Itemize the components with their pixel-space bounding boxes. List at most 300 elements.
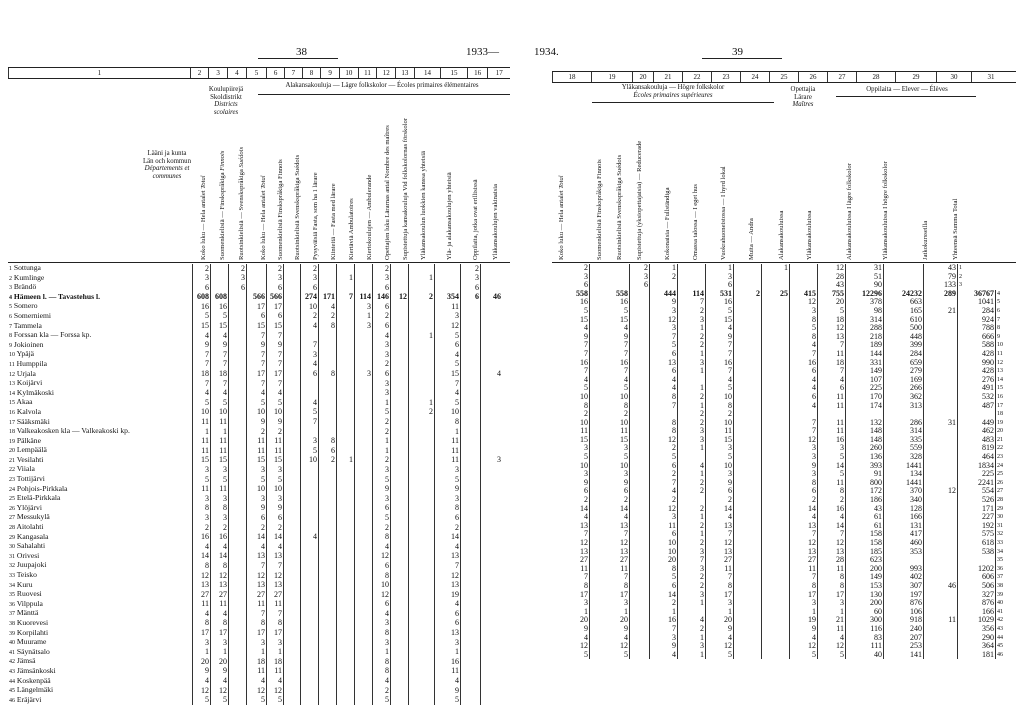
cell: 13 [435, 629, 461, 639]
cell: 8 [818, 573, 846, 582]
cell: 16 [706, 298, 734, 307]
table-row [8, 667, 502, 677]
cell [630, 341, 650, 350]
table-row [8, 370, 502, 380]
cell: 18 [267, 657, 284, 667]
cell [409, 389, 435, 399]
col30-header: Jatkokursseilla [922, 220, 929, 260]
cell [391, 427, 409, 437]
cell: 43 [818, 281, 846, 290]
cell [461, 600, 481, 610]
column-number: 3 [208, 68, 227, 78]
cell [337, 581, 355, 591]
cell [630, 565, 650, 574]
upper-swedish-header: Ruotsinkielisiä Svenskspråkiga Suédois [616, 154, 623, 260]
cell [590, 264, 630, 273]
cell [391, 418, 409, 428]
row-number: 13 [9, 381, 15, 388]
cell: 2 [301, 264, 319, 274]
cell: 289 [924, 290, 958, 299]
cell [391, 638, 409, 648]
cell [924, 530, 958, 539]
cell [461, 389, 481, 399]
cell [355, 408, 373, 418]
cell: 11 [818, 565, 846, 574]
cell [924, 436, 958, 445]
cell [630, 479, 650, 488]
cell: 11 [211, 446, 229, 456]
row-number: 22 [997, 445, 1003, 452]
cell: 11 [435, 456, 461, 466]
cell: 11 [435, 437, 461, 447]
cell: 7 [584, 572, 588, 582]
cell: 171 [319, 293, 337, 303]
cell: 4 [211, 677, 229, 687]
cell [762, 350, 790, 359]
cell: 1 [584, 606, 588, 616]
cell: 3 [584, 271, 588, 281]
cell [409, 552, 435, 562]
cell [409, 504, 435, 514]
cell: 19 [790, 616, 818, 625]
cell: 165 [884, 307, 924, 316]
cell: 531 [706, 290, 734, 299]
col13-header: Supistettuja kansakouluja Vid folkskolornas förskolor [402, 118, 409, 260]
cell: 4 [790, 513, 818, 522]
cell [409, 475, 435, 485]
cell: 10 [247, 408, 267, 418]
col26-header: Alakansakouluissa [778, 210, 785, 260]
cell: 3 [590, 444, 630, 453]
cell [734, 298, 762, 307]
cell [630, 384, 650, 393]
cell [355, 542, 373, 552]
col12-header: Opettajien luku Lärarnas antal Nombre des maîtres [384, 125, 391, 260]
cell [924, 324, 958, 333]
cell: 9 [267, 504, 284, 514]
cell [229, 513, 247, 523]
cell: 12 [818, 642, 846, 651]
cell: 2 [678, 522, 706, 531]
cell: 1 [678, 513, 706, 522]
cell [734, 427, 762, 436]
cell [630, 496, 650, 505]
cell: 21 [924, 307, 958, 316]
cell: 11 [924, 616, 958, 625]
cell: 327 [958, 591, 996, 600]
cell [409, 638, 435, 648]
cell: 28 [818, 556, 846, 565]
cell [301, 389, 319, 399]
cell [319, 677, 337, 687]
cell: 7 [790, 419, 818, 428]
cell [461, 427, 481, 437]
cell: 417 [884, 530, 924, 539]
cell: 3 [373, 638, 391, 648]
cell [229, 523, 247, 533]
cell: 3 [247, 638, 267, 648]
cell: 8 [373, 657, 391, 667]
cell [337, 657, 355, 667]
cell: 6 [706, 281, 734, 290]
cell [409, 379, 435, 389]
cell: 14 [818, 462, 846, 471]
cell: 554 [958, 487, 996, 496]
cell [284, 504, 301, 514]
cell [284, 600, 301, 610]
cell [762, 402, 790, 411]
cell [284, 283, 301, 293]
cell: 166 [958, 608, 996, 617]
column-number: 8 [302, 68, 321, 78]
cell [337, 638, 355, 648]
cell: 3 [678, 642, 706, 651]
cell: 7 [267, 350, 284, 360]
cell: 20 [211, 657, 229, 667]
row-number: 35 [997, 557, 1003, 564]
cell [762, 487, 790, 496]
cell [391, 504, 409, 514]
table-row [552, 444, 1004, 453]
cell [229, 619, 247, 629]
cell: 6 [267, 283, 284, 293]
cell [284, 677, 301, 687]
cell: 2 [373, 523, 391, 533]
cell: 14 [706, 505, 734, 514]
row-number: 37 [9, 611, 15, 618]
cell: 7 [211, 379, 229, 389]
cell: 4 [373, 542, 391, 552]
cell: 12 [818, 324, 846, 333]
cell [734, 548, 762, 557]
cell: 3 [435, 494, 461, 504]
cell [229, 360, 247, 370]
cell: 16 [193, 302, 211, 312]
cell: 2 [301, 312, 319, 322]
column-number: 27 [827, 72, 856, 82]
cell: 4 [590, 376, 630, 385]
cell [734, 264, 762, 273]
cell [924, 539, 958, 548]
cell [391, 494, 409, 504]
row-number: 39 [997, 591, 1003, 598]
upper-schools-title: Yläkansakouluja — Högre folkskolor Écoles primaires supérieures [621, 84, 725, 99]
cell [481, 341, 503, 351]
cell: 2 [373, 427, 391, 437]
column-number: 17 [487, 68, 510, 78]
cell [391, 571, 409, 581]
cell: 4 [590, 513, 630, 522]
cell: 11 [818, 393, 846, 402]
cell: 4 [211, 389, 229, 399]
row-number: 25 [997, 471, 1003, 478]
row-number: 7 [9, 323, 12, 330]
cell: 91 [846, 470, 884, 479]
municipality-name: Längelmäki [15, 686, 54, 695]
municipality-name: Koskenpää [15, 676, 51, 685]
cell: 12 [373, 552, 391, 562]
cell: 788 [958, 324, 996, 333]
cell: 9 [211, 341, 229, 351]
column-number: 13 [395, 68, 414, 78]
cell [461, 552, 481, 562]
cell: 3 [650, 307, 678, 316]
table-row [552, 436, 1004, 445]
cell: 8 [435, 504, 461, 514]
cell: 8 [247, 619, 267, 629]
cell: 6 [584, 486, 588, 496]
cell [924, 350, 958, 359]
cell: 18 [193, 370, 211, 380]
cell: 3 [481, 456, 503, 466]
cell [481, 571, 503, 581]
cell: 146 [373, 293, 391, 303]
cell: 3 [193, 513, 211, 523]
cell [762, 642, 790, 651]
row-number: 45 [9, 688, 15, 695]
cell: 11 [193, 600, 211, 610]
cell [319, 350, 337, 360]
municipality-name: Humppila [14, 359, 48, 368]
cell: 7 [584, 348, 588, 358]
cell: 9 [435, 686, 461, 696]
cell [481, 696, 503, 706]
cell [319, 408, 337, 418]
cell: 132 [846, 419, 884, 428]
row-number: 28 [9, 525, 15, 532]
cell: 43 [846, 505, 884, 514]
cell: 2 [650, 273, 678, 282]
cell: 5 [301, 408, 319, 418]
cell: 17 [267, 370, 284, 380]
column-number: 5 [246, 68, 267, 78]
cell [355, 552, 373, 562]
cell: 12 [193, 571, 211, 581]
cell: 4 [818, 376, 846, 385]
table-row [552, 316, 1004, 325]
cell [924, 634, 958, 643]
cell [481, 677, 503, 687]
cell [762, 436, 790, 445]
cell [409, 648, 435, 658]
cell: 8 [435, 418, 461, 428]
cell: 284 [884, 350, 924, 359]
cell: 399 [884, 341, 924, 350]
cell: 3 [590, 470, 630, 479]
cell [337, 360, 355, 370]
cell [734, 582, 762, 591]
cell: 3 [373, 341, 391, 351]
cell: 2 [229, 264, 247, 274]
cell [247, 274, 267, 284]
cell [301, 590, 319, 600]
cell: 2 [650, 599, 678, 608]
cell: 6 [301, 283, 319, 293]
cell [762, 556, 790, 565]
cell: 260 [846, 444, 884, 453]
cell [355, 350, 373, 360]
cell: 128 [884, 505, 924, 514]
cell: 5 [267, 696, 284, 706]
cell: 11 [706, 565, 734, 574]
cell [630, 530, 650, 539]
cell: 7 [301, 418, 319, 428]
cell [630, 634, 650, 643]
cell [284, 379, 301, 389]
cell: 9 [193, 667, 211, 677]
cell: 8 [790, 582, 818, 591]
cell [391, 331, 409, 341]
cell [630, 367, 650, 376]
row-number: 18 [997, 411, 1003, 418]
row-number: 2 [958, 273, 996, 282]
cell [734, 333, 762, 342]
cell: 7 [193, 379, 211, 389]
municipality-name: Mänttä [15, 609, 39, 618]
cell: 5 [650, 573, 678, 582]
cell [355, 657, 373, 667]
cell: 1834 [958, 462, 996, 471]
cell [590, 273, 630, 282]
cell [319, 341, 337, 351]
cell: 4 [267, 389, 284, 399]
municipality-name: Aitolahti [15, 523, 44, 532]
cell: 7 [584, 366, 588, 376]
row-number: 46 [9, 697, 15, 704]
cell: 7 [590, 573, 630, 582]
cell: 5 [373, 475, 391, 485]
cell: 83 [846, 634, 884, 643]
cell: 12 [818, 264, 846, 273]
cell: 608 [211, 293, 229, 303]
cell: 11 [590, 565, 630, 574]
cell [319, 264, 337, 274]
municipality-name: Ypäjä [15, 350, 35, 359]
row-number: 21 [9, 457, 15, 464]
cell [924, 427, 958, 436]
cell [284, 552, 301, 562]
cell: 7 [267, 609, 284, 619]
cell [229, 657, 247, 667]
cell [319, 581, 337, 591]
cell: 3 [435, 638, 461, 648]
cell [734, 393, 762, 402]
cell [762, 539, 790, 548]
table-row [8, 322, 502, 332]
cell [461, 667, 481, 677]
cell: 9 [211, 667, 229, 677]
cell: 1 [337, 274, 355, 284]
cell: 11 [435, 302, 461, 312]
cell [734, 384, 762, 393]
cell [355, 696, 373, 706]
municipality-name: Messukylä [15, 513, 50, 522]
table-row [552, 479, 1004, 488]
cell [284, 264, 301, 274]
municipality-name: Jämsä [15, 657, 36, 666]
cell: 60 [846, 608, 884, 617]
cell: 1 [818, 608, 846, 617]
table-row [552, 522, 1004, 531]
cell: 133 [924, 281, 958, 290]
cell: 370 [884, 487, 924, 496]
cell [301, 609, 319, 619]
cell [924, 359, 958, 368]
cell [762, 599, 790, 608]
cell [229, 504, 247, 514]
cell: 1 [409, 398, 435, 408]
cell [409, 686, 435, 696]
district-header: Koulupiirejä Skoldistrikt Districts scolaires [208, 86, 244, 116]
cell [337, 677, 355, 687]
table-row [552, 333, 1004, 342]
cell [319, 542, 337, 552]
table-row [8, 389, 502, 399]
cell: 7 [706, 573, 734, 582]
cell [461, 504, 481, 514]
cell [630, 402, 650, 411]
cell [734, 522, 762, 531]
cell: 2 [678, 410, 706, 419]
cell: 17 [580, 589, 588, 599]
municipality-name: Sottunga [12, 264, 41, 272]
cell [461, 370, 481, 380]
table-row [552, 359, 1004, 368]
cell: 6 [301, 370, 319, 380]
cell: 5 [435, 360, 461, 370]
cell: 1 [678, 350, 706, 359]
cell: 13 [435, 552, 461, 562]
cell: 12 [650, 316, 678, 325]
cell: 8 [193, 504, 211, 514]
column-number: 20 [632, 72, 653, 82]
cell: 13 [590, 522, 630, 531]
cell: 11 [211, 485, 229, 495]
cell [229, 590, 247, 600]
municipality-name: Akaa [15, 398, 33, 407]
municipality-name: Brändö [12, 283, 37, 292]
cell: 90 [846, 281, 884, 290]
cell [301, 619, 319, 629]
cell [734, 444, 762, 453]
cell: 3 [267, 494, 284, 504]
cell [284, 389, 301, 399]
cell [229, 370, 247, 380]
cell: 11 [590, 427, 630, 436]
cell: 8 [790, 333, 818, 342]
cell [319, 571, 337, 581]
cell: 6 [461, 283, 481, 293]
cell: 11 [193, 437, 211, 447]
cell: 4 [435, 389, 461, 399]
cell: 10 [590, 393, 630, 402]
cell: 4 [790, 376, 818, 385]
cell: 5 [818, 307, 846, 316]
cell: 10 [301, 456, 319, 466]
cell [337, 350, 355, 360]
cell: 7 [193, 360, 211, 370]
cell [211, 274, 229, 284]
cell [284, 312, 301, 322]
cell [391, 523, 409, 533]
cell [229, 331, 247, 341]
cell [734, 350, 762, 359]
municipality-name: Kylmäkoski [15, 388, 55, 397]
cell: 6 [373, 283, 391, 293]
cell: 25 [762, 290, 790, 299]
cell: 15 [267, 456, 284, 466]
cell [301, 475, 319, 485]
